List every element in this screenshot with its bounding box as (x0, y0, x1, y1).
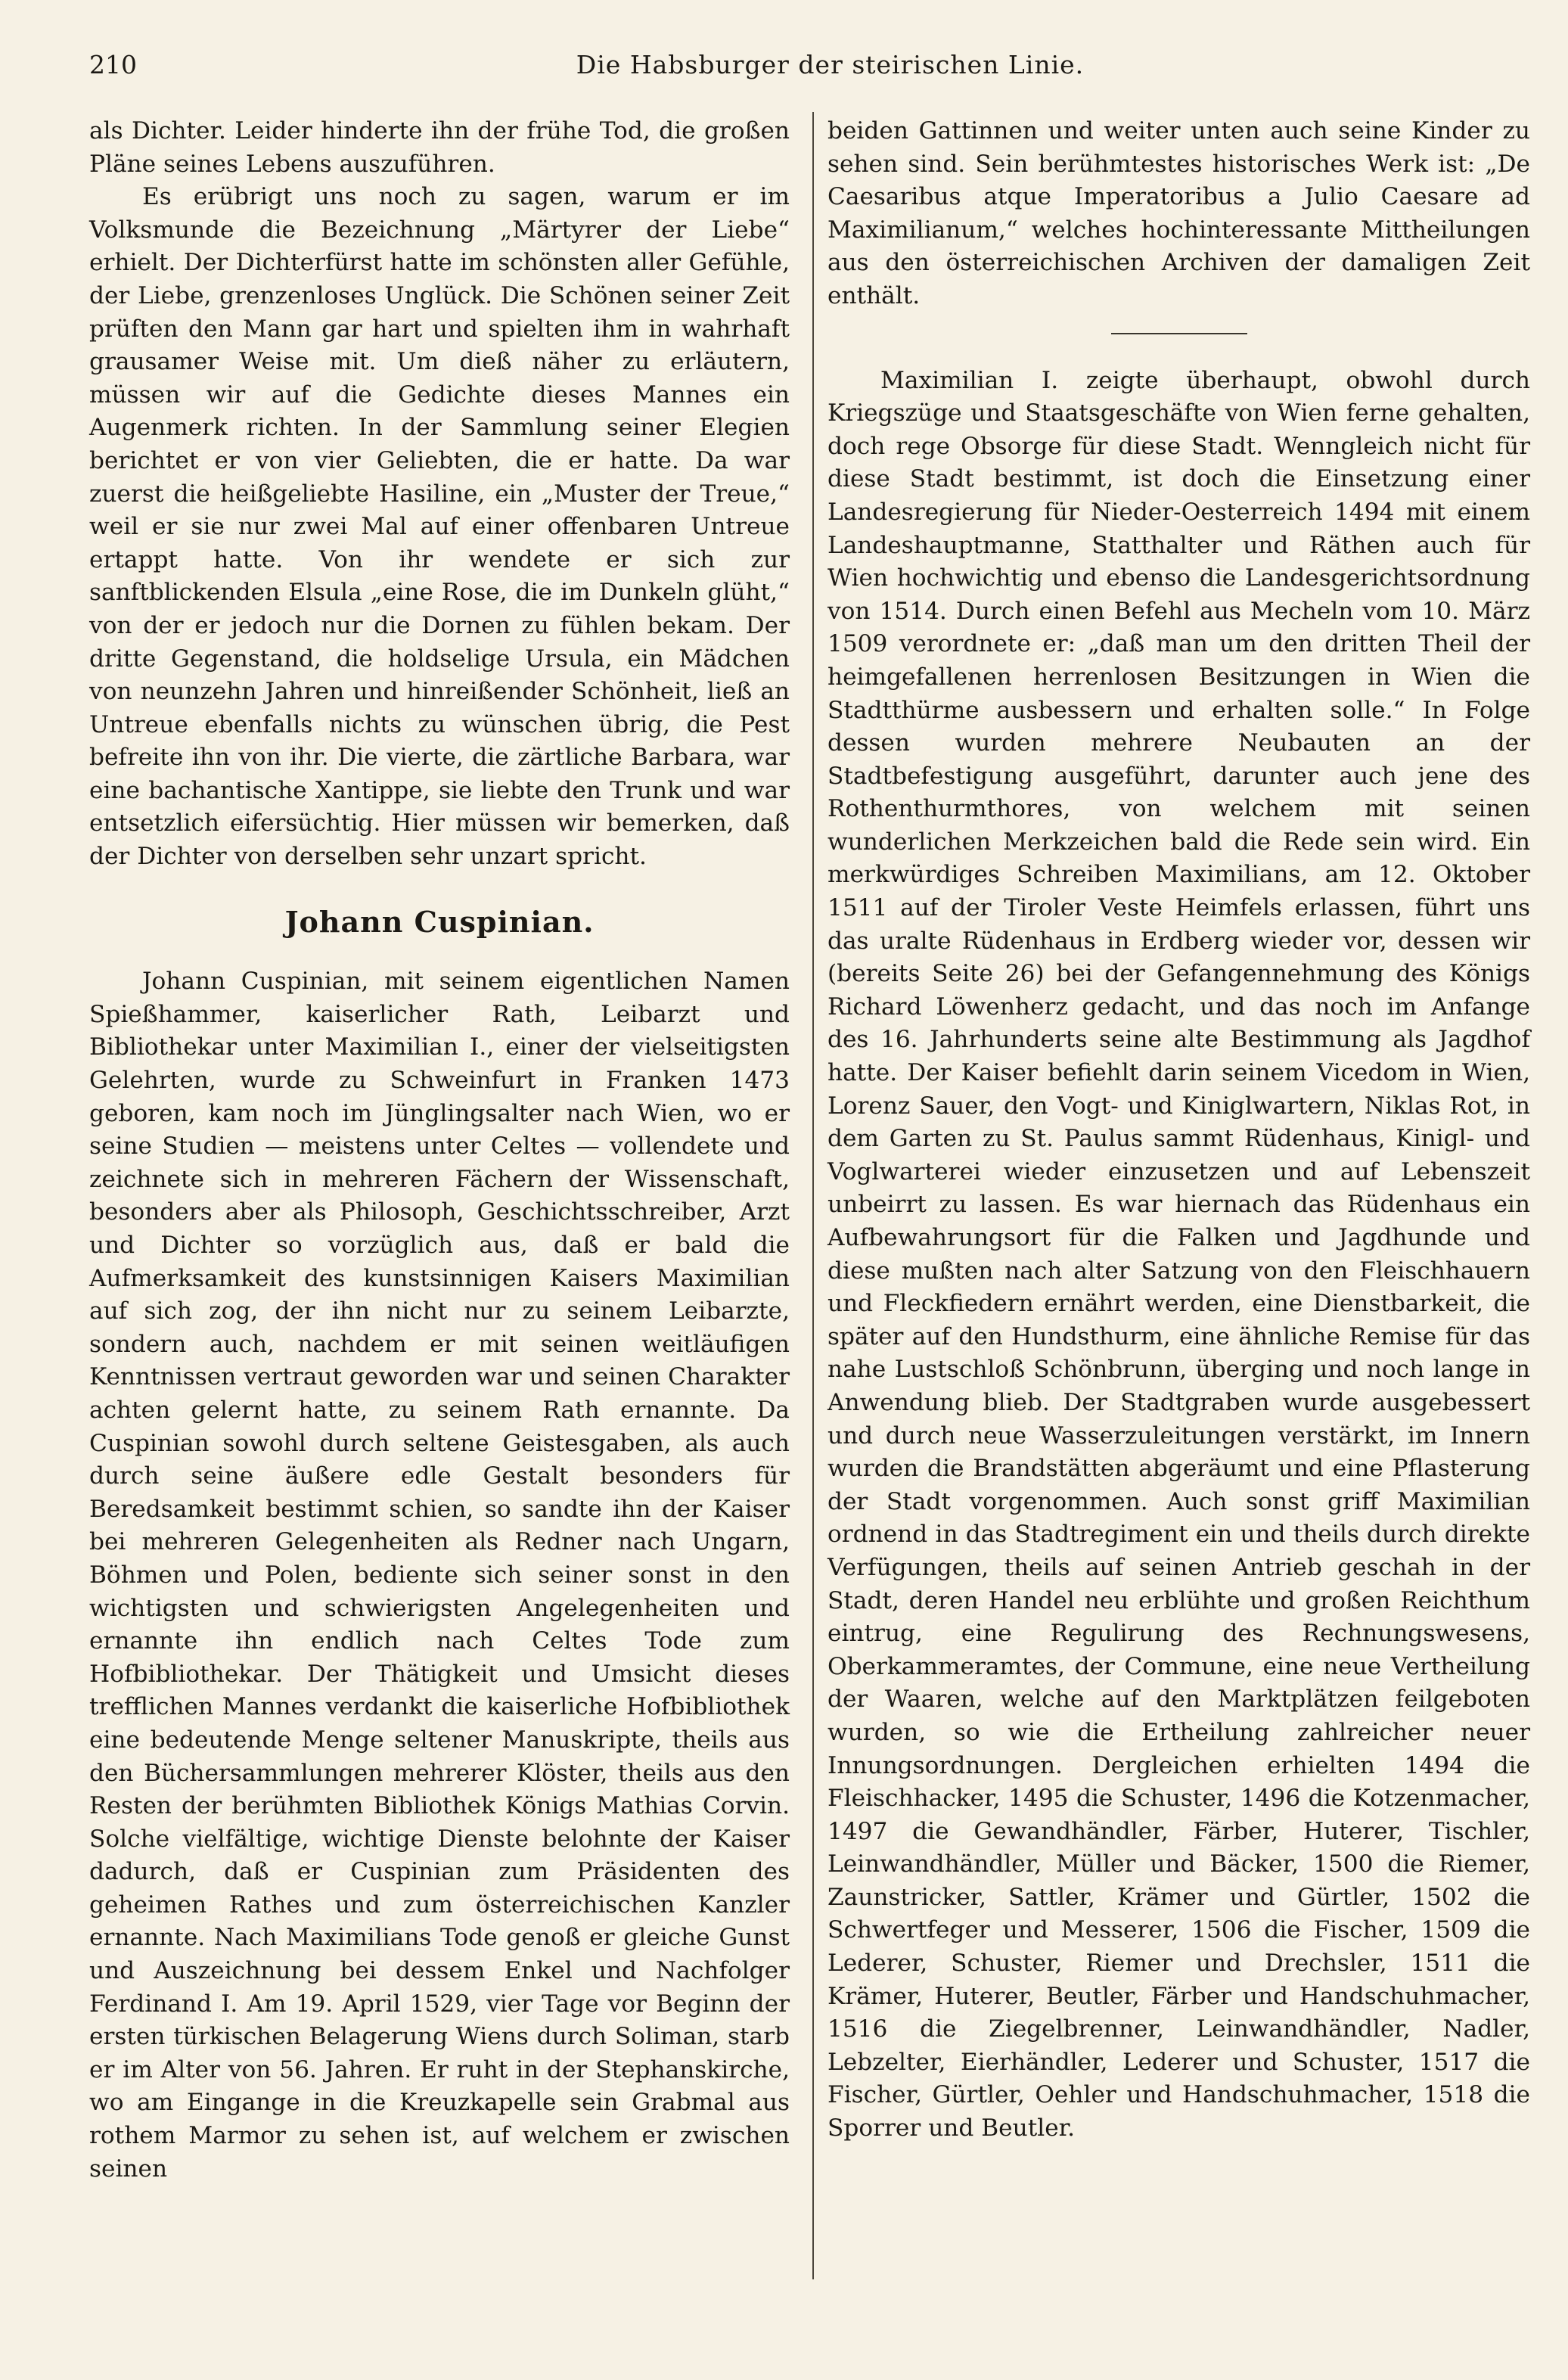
right-column (827, 115, 1530, 2145)
page-number: 210 (89, 50, 137, 79)
paragraph: Johann Cuspinian, mit seinem eigentlichen Namen Spießhammer, kaiserlicher Rath, Leibarzt und Bibliothekar unter Maximilian I., einer der vielseitigsten Gelehrten, wurde zu Schweinfurt in Franken 1473 geboren, kam noch im Jünglingsalter nach Wien, wo er seine Studien — meistens unter Celtes — vollendete und zeichnete sich in mehreren Fächern der Wissenschaft, besonders aber als Philosoph, Geschichtsschreiber, Arzt und Dichter so vorzüglich aus, daß er bald die Aufmerksamkeit des kunstsinnigen Kaisers Maximilian auf sich zog, der ihn nicht nur zu seinem Leibarzte, sondern auch, nachdem er mit seinen weitläufigen Kenntnissen vertraut geworden war und seinen Charakter achten gelernt hatte, zu seinem Rath ernannte. Da Cuspinian sowohl durch seltene Geistesgaben, als auch durch seine äußere edle Gestalt besonders für Beredsamkeit bestimmt schien, so sandte ihn der Kaiser bei mehreren Gelegenheiten als Redner nach Ungarn, Böhmen und Polen, bediente sich seiner sonst in den wichtigsten und schwierigsten Angelegenheiten und ernannte ihn endlich nach Celtes Tode zum Hofbibliothekar. Der Thätigkeit und Umsicht dieses trefflichen Mannes verdankt die kaiserliche Hofbibliothek eine bedeutende Menge seltener Manuskripte, theils aus den Büchersammlungen mehrerer Klöster, theils aus den Resten der berühmten Bibliothek Königs Mathias Corvin. Solche vielfältige, wichtige Dienste belohnte der Kaiser dadurch, daß er Cuspinian zum Präsidenten des geheimen Rathes und zum österreichischen Kanzler ernannte. Nach Maximilians Tode genoß er gleiche Gunst und Auszeichnung bei dessem Enkel und Nachfolger Ferdinand I. Am 19. April 1529, vier Tage vor Beginn der ersten türkischen Belagerung Wiens durch Soliman, starb er im Alter von 56. Jahren. Er ruht in der Stephanskirche, wo am Eingange in die Kreuzkapelle sein Grabmal aus rothem Marmor zu sehen ist, auf welchem er zwischen seinen (89, 968, 790, 2183)
left-column (89, 115, 790, 2186)
paragraph: beiden Gattinnen und weiter unten auch seine Kinder zu sehen sind. Sein berühmtestes historisches Werk ist: „De Caesaribus atque Imperatoribus a Julio Caesare ad Maximilianum,“ welches hochinteressante Mittheilungen aus den österreichischen Archiven der damaligen Zeit enthält. (827, 117, 1530, 309)
paragraph: als Dichter. Leider hinderte ihn der frühe Tod, die großen Pläne seines Lebens auszuführen. (89, 117, 790, 178)
running-title: Die Habsburger der steirischen Linie. (576, 50, 1085, 79)
page-header (89, 45, 1526, 91)
section-separator (1111, 333, 1247, 334)
column-divider (812, 112, 814, 2279)
section-heading: Johann Cuspinian. (284, 904, 595, 939)
paragraph: Es erübrigt uns noch zu sagen, warum er im Volksmunde die Bezeichnung „Märtyrer der Liebe“ erhielt. Der Dichterfürst hatte im schönsten aller Gefühle, der Liebe, grenzenloses Unglück. Die Schönen seiner Zeit prüften den Mann gar hart und spielten ihm in wahrhaft grausamer Weise mit. Um dieß näher zu erläutern, müssen wir auf die Gedichte dieses Mannes ein Augenmerk richten. In der Sammlung seiner Elegien berichtet er von vier Geliebten, die er hatte. Da war zuerst die heißgeliebte Hasiline, ein „Muster der Treue,“ weil er sie nur zwei Mal auf einer offenbaren Untreue ertappt hatte. Von ihr wendete er sich zur sanftblickenden Elsula „eine Rose, die im Dunkeln glüht,“ von der er jedoch nur die Dornen zu fühlen bekam. Der dritte Gegenstand, die holdselige Ursula, ein Mädchen von neunzehn Jahren und hinreißender Schönheit, ließ an Untreue ebenfalls nichts zu wünschen übrig, die Pest befreite ihn von ihr. Die vierte, die zärtliche Barbara, war eine bachantische Xantippe, sie liebte den Trunk und war entsetzlich eifersüchtig. Hier müssen wir bemerken, daß der Dichter von derselben sehr unzart spricht. (89, 183, 790, 871)
paragraph: Maximilian I. zeigte überhaupt, obwohl durch Kriegszüge und Staatsgeschäfte von Wien ferne gehalten, doch rege Obsorge für diese Stadt. Wenngleich nicht für diese Stadt bestimmt, ist doch die Einsetzung einer Landesregierung für Nieder-Oesterreich 1494 mit einem Landeshauptmanne, Statthalter und Räthen auch für Wien hochwichtig und ebenso die Landesgerichtsordnung von 1514. Durch einen Befehl aus Mecheln vom 10. März 1509 verordnete er: „daß man um den dritten Theil der heimgefallenen herrenlosen Besitzungen in Wien die Stadtthürme ausbessern und erhalten solle.“ In Folge dessen wurden mehrere Neubauten an der Stadtbefestigung ausgeführt, darunter auch jene des Rothenthurmthores, von welchem mit seinen wunderlichen Merkzeichen bald die Rede sein wird. Ein merkwürdiges Schreiben Maximilians, am 12. Oktober 1511 auf der Tiroler Veste Heimfels erlassen, führt uns das uralte Rüdenhaus in Erdberg wieder vor, dessen wir (bereits Seite 26) bei der Gefangennehmung des Königs Richard Löwenherz gedacht, und das noch im Anfange des 16. Jahrhunderts seine alte Bestimmung als Jagdhof hatte. Der Kaiser befiehlt darin seinem Vicedom in Wien, Lorenz Sauer, den Vogt- und Kiniglwartern, Niklas Rot, in dem Garten zu St. Paulus sammt Rüdenhaus, Kinigl- und Voglwarterei wieder einzusetzen und auf Lebenszeit unbeirrt zu lassen. Es war hiernach das Rüdenhaus ein Aufbewahrungsort für die Falken und Jagdhunde und diese mußten nach alter Satzung von den Fleischhauern und Fleckfiedern ernährt werden, eine Dienstbarkeit, die später auf den Hundsthurm, eine ähnliche Remise für das nahe Lustschloß Schönbrunn, überging und noch lange in Anwendung blieb. Der Stadtgraben wurde ausgebessert und durch neue Wasserzuleitungen verstärkt, im Innern wurden die Brandstätten abgeräumt und eine Pflasterung der Stadt vorgenommen. Auch sonst griff Maximilian ordnend in das Stadtregiment ein und theils durch direkte Verfügungen, theils auf seinen Antrieb geschah in der Stadt, deren Handel neu erblühte und großen Reichthum eintrug, eine Regulirung des Rechnungswesens, Oberkammeramtes, der Commune, eine neue Vertheilung der Waaren, welche auf den Marktplätzen feilgeboten wurden, so wie die Ertheilung zahlreicher neuer Innungsordnungen. Dergleichen erhielten 1494 die Fleischhacker, 1495 die Schuster, 1496 die Kotzenmacher, 1497 die Gewandhändler, Färber, Huterer, Tischler, Leinwandhändler, Müller und Bäcker, 1500 die Riemer, Zaunstricker, Sattler, Krämer und Gürtler, 1502 die Schwertfeger und Messerer, 1506 die Fischer, 1509 die Lederer, Schuster, Riemer und Drechsler, 1511 die Krämer, Huterer, Beutler, Färber und Handschuhmacher, 1516 die Ziegelbrenner, Leinwandhändler, Nadler, Lebzelter, Eierhändler, Lederer und Schuster, 1517 die Fischer, Gürtler, Oehler und Handschuhmacher, 1518 die Sporrer und Beutler. (827, 366, 1530, 2142)
